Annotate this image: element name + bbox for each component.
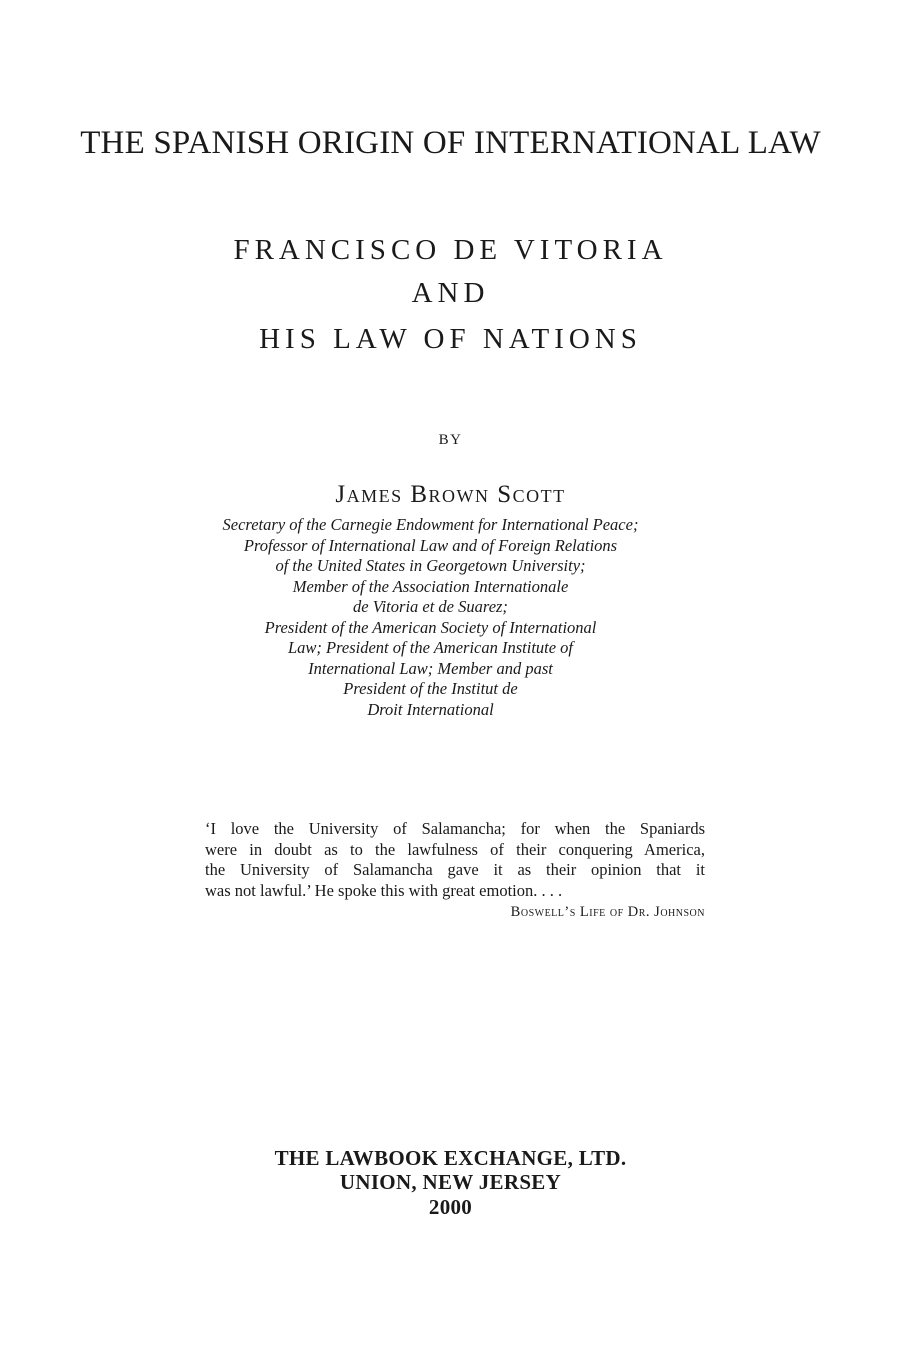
epigraph <box>205 819 705 901</box>
credential-line: Law; President of the American Institute of <box>287 638 574 657</box>
author-credentials <box>0 515 861 720</box>
publisher-location: UNION, NEW JERSEY <box>339 1170 562 1194</box>
subtitle-line-1: FRANCISCO DE VITORIA <box>233 234 668 266</box>
by-label: BY <box>438 432 463 448</box>
epigraph-line: ‘I love the University of Salamancha; for when the Spaniards <box>205 819 705 838</box>
subtitle-line-2: AND <box>411 277 490 309</box>
epigraph-attribution: Boswell’s Life of Dr. Johnson <box>510 904 705 920</box>
credential-line: President of the Institut de <box>343 679 518 698</box>
publication-year: 2000 <box>428 1195 473 1219</box>
credential-line: Member of the Association Internationale <box>292 576 569 596</box>
main-title: THE SPANISH ORIGIN OF INTERNATIONAL LAW <box>80 125 821 161</box>
epigraph-line: was not lawful.’ He spoke this with great emotion. . . . <box>205 880 563 900</box>
epigraph-line: the University of Salamancha gave it as their opinion that it <box>205 860 705 879</box>
subtitle-line-3: HIS LAW OF NATIONS <box>259 323 642 355</box>
credential-line: de Vitoria et de Suarez; <box>353 597 508 616</box>
epigraph-line: were in doubt as to the lawfulness of their conquering America, <box>205 839 705 859</box>
credential-line: Droit International <box>367 699 494 719</box>
credential-line: International Law; Member and past <box>308 658 553 678</box>
publisher-name: THE LAWBOOK EXCHANGE, LTD. <box>274 1146 627 1170</box>
credential-line: Professor of International Law and of Foreign Relations <box>243 535 618 555</box>
author-name: James Brown Scott <box>335 481 566 508</box>
credential-line: of the United States in Georgetown University; <box>275 556 586 575</box>
credential-line: Secretary of the Carnegie Endowment for International Peace; <box>222 515 639 534</box>
credential-line: President of the American Society of International <box>264 617 597 637</box>
